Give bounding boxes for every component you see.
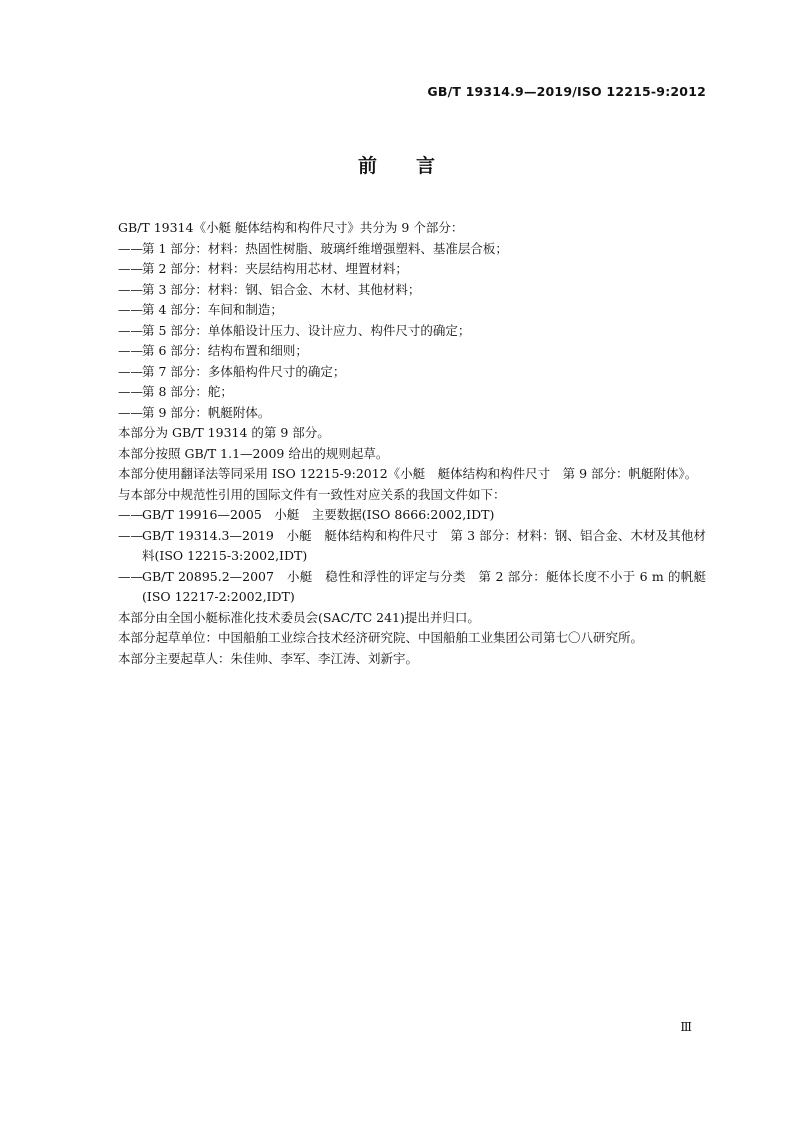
part-list-item <box>118 300 706 321</box>
em-dash: —— <box>118 261 143 276</box>
title-char-2: 言 <box>416 155 437 177</box>
part-of-statement: 本部分为 GB/T 19314 的第 9 部分。 <box>118 425 330 440</box>
part-list-item <box>118 403 706 424</box>
normative-reference-item <box>118 505 706 526</box>
em-dash: —— <box>118 527 143 543</box>
drafting-rules-statement: 本部分按照 GB/T 1.1—2009 给出的规则起草。 <box>118 445 389 461</box>
em-dash: —— <box>118 281 143 297</box>
part-list-item <box>118 341 706 362</box>
reference-text: GB/T 19916—2005 小艇 主要数据(ISO 8666:2002,IDT) <box>142 507 495 522</box>
part-list-item <box>118 280 706 301</box>
normative-reference-item <box>118 526 706 567</box>
reference-text: GB/T 20895.2—2007 小艇 稳性和浮性的评定与分类 第 2 部分：艇体长度不小于 6 m 的帆艇(ISO 12217-2:2002,IDT) <box>142 568 706 604</box>
title-char-1: 前 <box>357 155 378 177</box>
part-list-item <box>118 239 706 260</box>
em-dash: —— <box>118 240 143 256</box>
em-dash: —— <box>118 404 143 420</box>
em-dash: —— <box>118 363 143 379</box>
part-text: 第 4 部分：车间和制造； <box>142 302 283 317</box>
em-dash: —— <box>118 384 143 399</box>
part-text: 第 1 部分：材料：热固性树脂、玻璃纤维增强塑料、基准层合板； <box>142 240 508 256</box>
page-number: Ⅲ <box>680 1020 692 1034</box>
normative-reference-item <box>118 567 706 608</box>
part-text: 第 9 部分：帆艇附体。 <box>142 404 271 420</box>
part-text: 第 7 部分：多体船构件尺寸的确定； <box>142 363 346 379</box>
em-dash: —— <box>118 322 143 338</box>
series-intro: GB/T 19314《小艇 艇体结构和构件尺寸》共分为 9 个部分： <box>118 220 464 235</box>
em-dash: —— <box>118 507 143 522</box>
part-list-item <box>118 259 706 280</box>
foreword-body <box>94 218 706 669</box>
part-list-item <box>118 362 706 383</box>
part-list-item <box>118 382 706 403</box>
em-dash: —— <box>118 302 143 317</box>
part-list-item <box>118 321 706 342</box>
adoption-statement: 本部分使用翻译法等同采用 ISO 12215-9:2012《小艇 艇体结构和构件尺寸 第 9 部分：帆艇附体》。 <box>118 466 698 481</box>
part-text: 第 2 部分：材料：夹层结构用芯材、埋置材料； <box>142 261 408 276</box>
normative-intro: 与本部分中规范性引用的国际文件有一致性对应关系的我国文件如下： <box>118 486 506 502</box>
part-text: 第 8 部分：舵； <box>142 384 233 399</box>
drafting-units-statement: 本部分起草单位：中国船舶工业综合技术经济研究院、中国船舶工业集团公司第七〇八研究所。 <box>118 630 644 645</box>
page-title <box>0 151 794 178</box>
reference-text: GB/T 19314.3—2019 小艇 艇体结构和构件尺寸 第 3 部分：材料：钢、铝合金、木材及其他材料(ISO 12215-3:2002,IDT) <box>142 527 706 563</box>
part-text: 第 5 部分：单体船设计压力、设计应力、构件尺寸的确定； <box>142 322 471 338</box>
drafters-statement: 本部分主要起草人：朱佳帅、李军、李江涛、刘新宇。 <box>118 650 419 666</box>
part-text: 第 3 部分：材料：钢、铝合金、木材、其他材料； <box>142 281 421 297</box>
document-number-header: GB/T 19314.9—2019/ISO 12215-9:2012 <box>427 84 706 99</box>
part-text: 第 6 部分：结构布置和细则； <box>142 343 308 358</box>
em-dash: —— <box>118 343 143 358</box>
proposed-by-statement: 本部分由全国小艇标准化技术委员会(SAC/TC 241)提出并归口。 <box>118 609 480 625</box>
em-dash: —— <box>118 568 143 584</box>
